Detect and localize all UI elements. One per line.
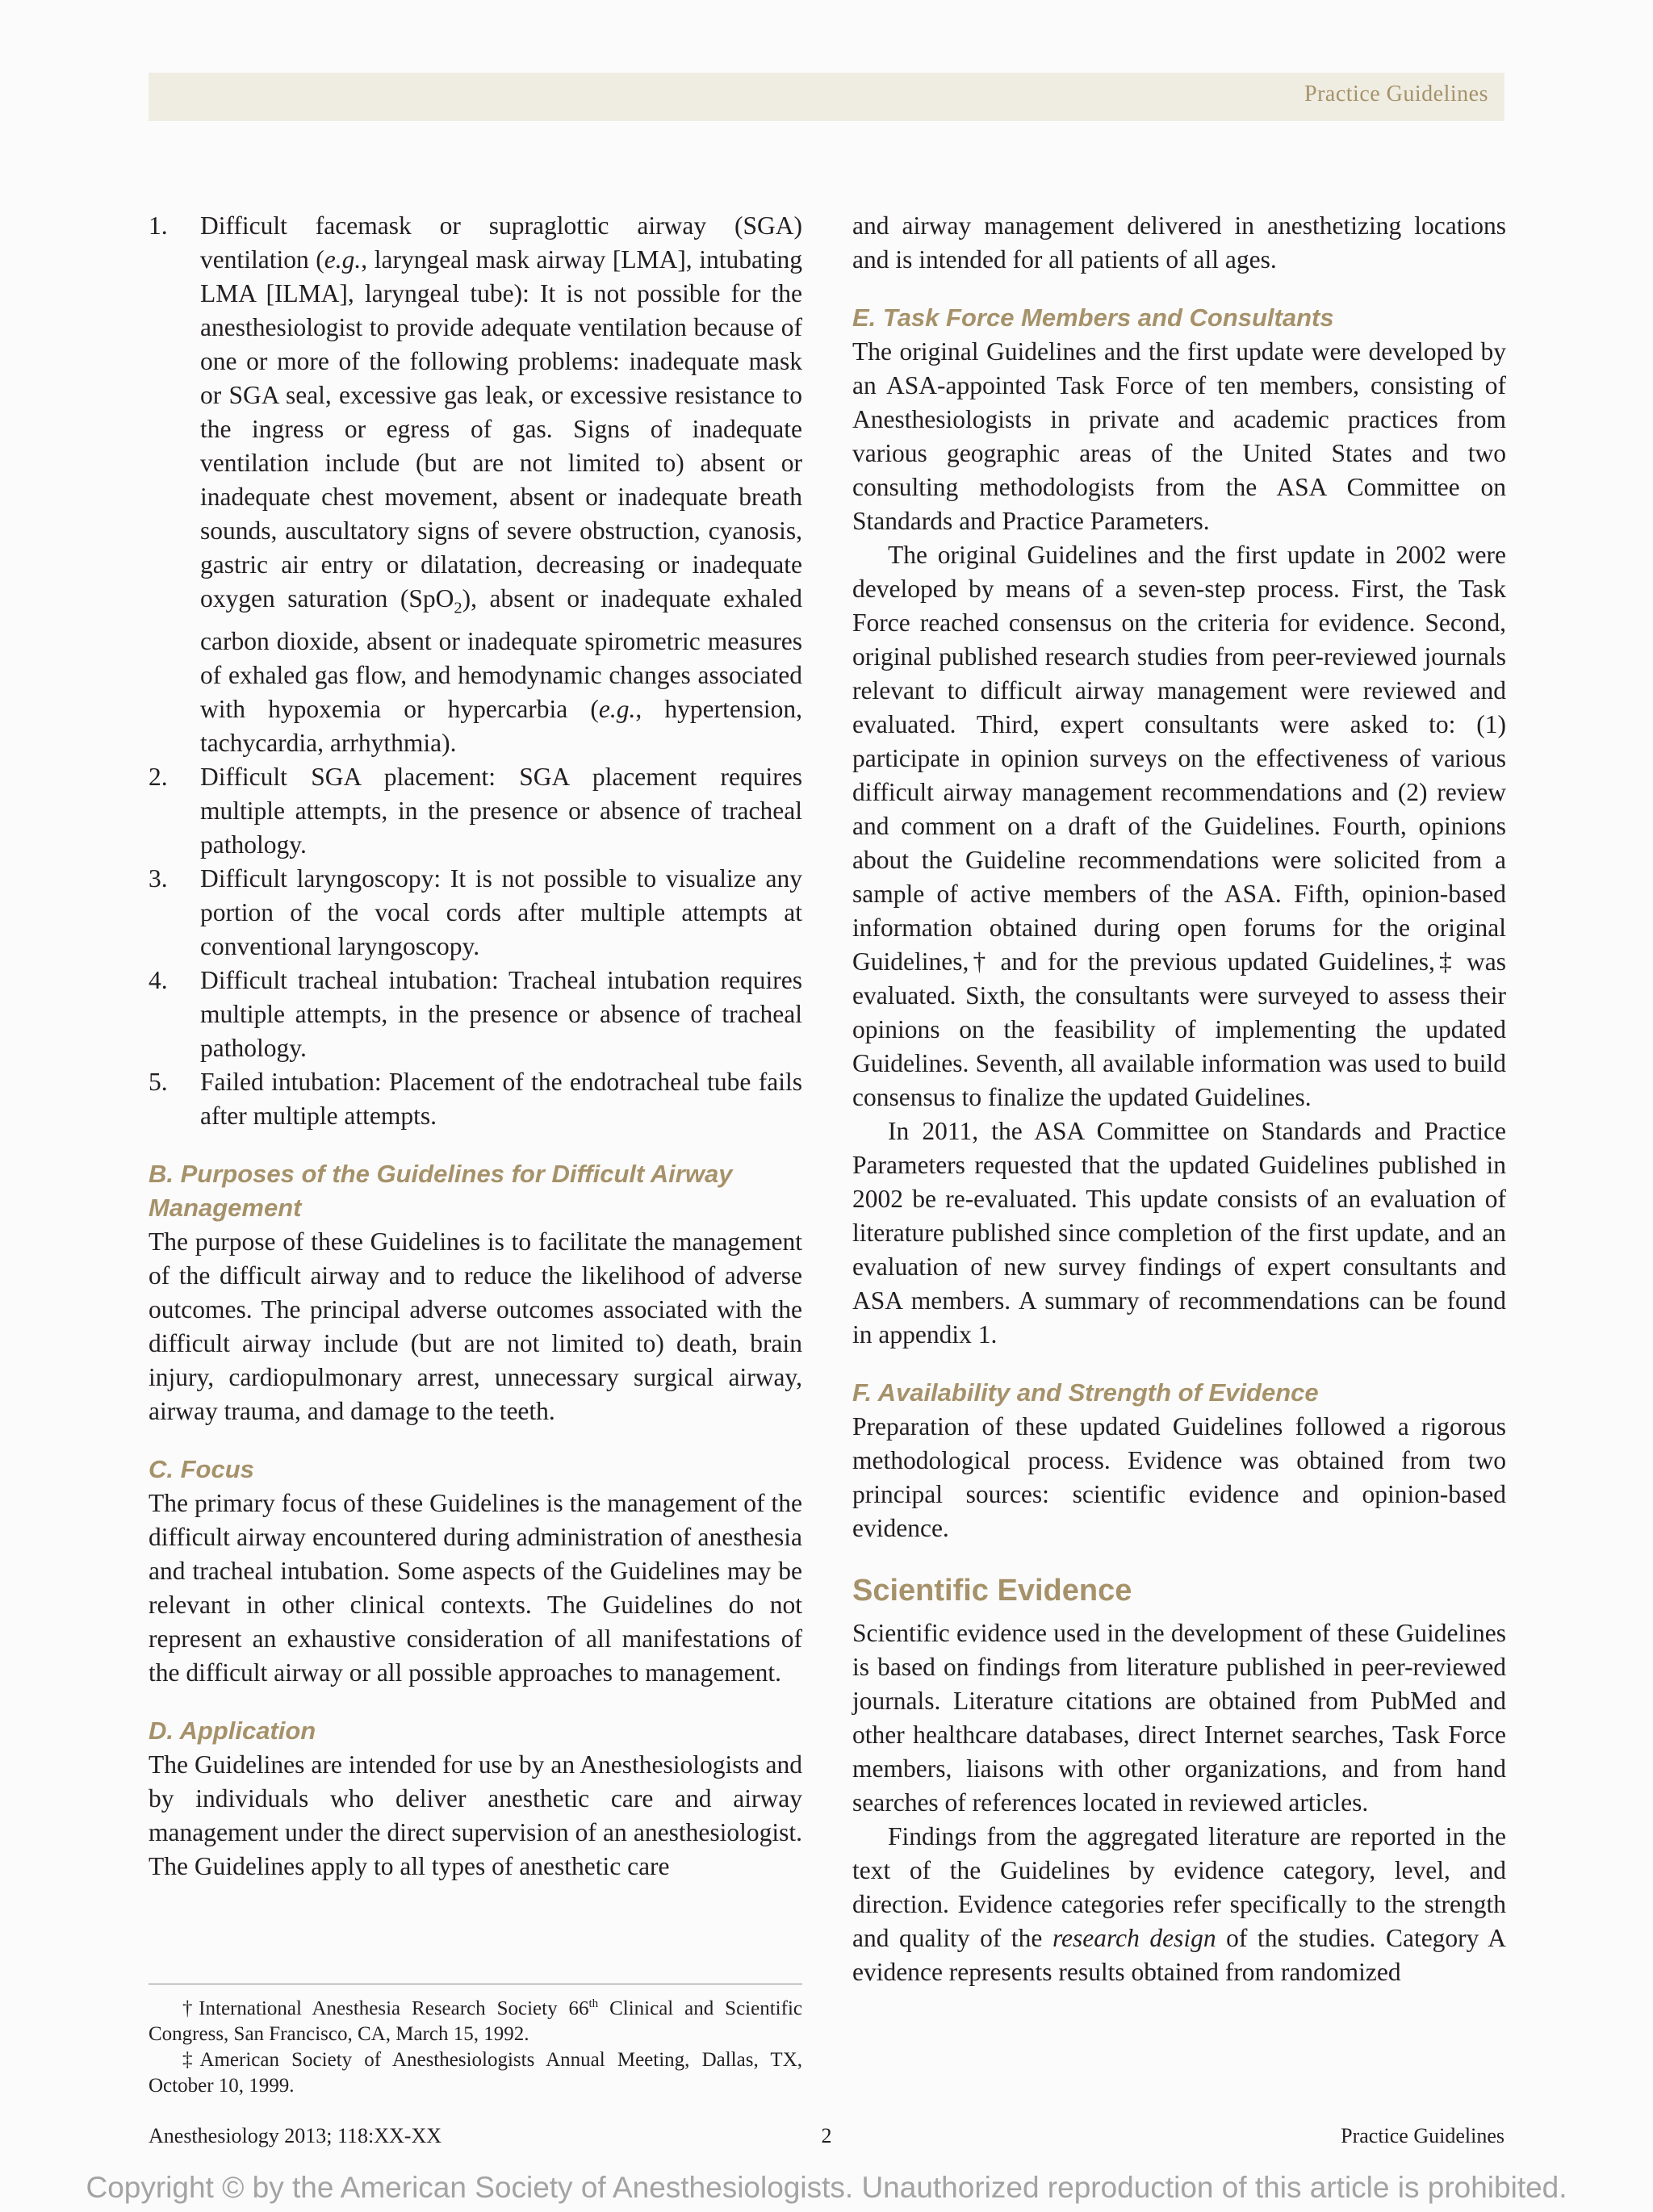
- list-item: [149, 964, 802, 1065]
- paragraph-text: of the studies. Category A evidence represents results obtained from randomized: [852, 1924, 1506, 1986]
- list-text: Difficult SGA placement: SGA placement requires multiple attempts, in the presence or absence of tracheal pathology.: [200, 763, 802, 859]
- list-text: , laryngeal mask airway [LMA], intubating LMA [ILMA], laryngeal tube): It is not possible for the anesthesiologist to provide adequate ventilation because of one or more of the following problems: inadequate mask or SGA seal, excessive gas leak, or excessive resistance to the ingress or egress of gas. Signs of inadequate ventilation include (but are not limited to) absent or inadequate chest movement, absent or inadequate breath sounds, auscultatory signs of severe obstruction, cyanosis, gastric air entry or dilatation, decreasing or inadequate oxygen saturation (SpO: [200, 245, 802, 613]
- scientific-evidence-heading: Scientific Evidence: [852, 1574, 1132, 1608]
- footnotes: [149, 1984, 802, 2099]
- difficulty-definitions-list: [149, 209, 802, 1133]
- list-item: [149, 209, 802, 760]
- list-emphasis: e.g.: [324, 245, 362, 274]
- continued-text: and airway management delivered in anesthetizing locations and is intended for all patients of all ages.: [852, 211, 1506, 274]
- list-text: Difficult laryngoscopy: It is not possible to visualize any portion of the vocal cords after multiple attempts at conventional laryngoscopy.: [200, 864, 802, 961]
- footnote-text: †International Anesthesia Research Society 66: [182, 1997, 589, 2020]
- page-footer: [149, 2124, 1504, 2153]
- list-number: 2.: [149, 763, 168, 792]
- footnote-text: Clinical and Scientific Congress, San Francisco, CA, March 15, 1992.: [149, 1997, 802, 2046]
- section-e-paragraph-1: The original Guidelines and the first update were developed by an ASA-appointed Task Force of ten members, consisting of Anesthesiologists in private and academic practices from various geographic areas of the United States and two consulting methodologists from the ASA Committee on Standards and Practice Parameters.: [852, 337, 1506, 535]
- section-f-text: Preparation of these updated Guidelines followed a rigorous methodological process. Evidence was obtained from two principal sources: scientific evidence and opinion-based evidence.: [852, 1412, 1506, 1542]
- section-c-heading: C. Focus: [149, 1455, 254, 1484]
- list-text: ), absent or inadequate exhaled carbon dioxide, absent or inadequate spirometric measures of exhaled gas flow, and hemodynamic changes associated with hypoxemia or hypercarbia (: [200, 584, 802, 724]
- footnote-dagger: [149, 1991, 802, 2047]
- right-column: [852, 209, 1506, 1989]
- list-text: Difficult tracheal intubation: Tracheal intubation requires multiple attempts, in the presence or absence of tracheal pathology.: [200, 966, 802, 1063]
- list-item: [149, 1065, 802, 1133]
- list-number: 1.: [149, 211, 168, 240]
- section-c-text: The primary focus of these Guidelines is the management of the difficult airway encountered during administration of anesthesia and tracheal intubation. Some aspects of the Guidelines may be relevant in other clinical contexts. The Guidelines do not represent an exhaustive consideration of all manifestations of the difficult airway or all possible approaches to management.: [149, 1489, 802, 1687]
- copyright-notice: Copyright © by the American Society of Anesthesiologists. Unauthorized reproduction of this article is prohibited.: [86, 2171, 1567, 2204]
- list-text: Failed intubation: Placement of the endotracheal tube fails after multiple attempts.: [200, 1068, 802, 1131]
- emphasis: research design: [1052, 1924, 1216, 1952]
- scientific-evidence-paragraph-1: Scientific evidence used in the development of these Guidelines is based on findings from literature published in peer-reviewed journals. Literature citations are obtained from PubMed and other healthcare databases, direct Internet searches, Task Force members, liaisons with other organizations, and from hand searches of references located in reviewed articles.: [852, 1619, 1506, 1817]
- section-d-text: The Guidelines are intended for use by an Anesthesiologists and by individuals who deliver anesthetic care and airway management under the direct supervision of an anesthesiologist. The Guidelines apply to all types of anesthetic care: [149, 1750, 802, 1881]
- list-text: Difficult facemask or supraglottic airway (SGA) ventilation (: [200, 211, 802, 274]
- header-title: Practice Guidelines: [1304, 82, 1488, 107]
- section-f-heading: F. Availability and Strength of Evidence: [852, 1378, 1319, 1407]
- superscript: th: [588, 1997, 599, 2010]
- journal-citation: Anesthesiology 2013; 118:XX-XX: [149, 2124, 442, 2147]
- footer-section-title: Practice Guidelines: [1341, 2124, 1504, 2147]
- section-e-paragraph-3: In 2011, the ASA Committee on Standards and Practice Parameters requested that the updated Guidelines published in 2002 be re-evaluated. This update consists of an evaluation of literature published since completion of the first update, and an evaluation of new survey findings of expert consultants and ASA members. A summary of recommendations can be found in appendix 1.: [852, 1117, 1506, 1349]
- scientific-evidence-paragraph-2: [852, 1820, 1506, 1989]
- paragraph-text: Findings from the aggregated literature are reported in the text of the Guidelines by evidence category, level, and direction. Evidence categories refer specifically to the strength and quality of the: [852, 1822, 1506, 1952]
- footnote-double-dagger: ‡American Society of Anesthesiologists Annual Meeting, Dallas, TX, October 10, 1999.: [149, 2049, 802, 2097]
- section-d-heading: D. Application: [149, 1716, 316, 1746]
- section-e-paragraph-2: The original Guidelines and the first update in 2002 were developed by means of a seven-step process. First, the Task Force reached consensus on the criteria for evidence. Second, original published research studies from peer-reviewed journals relevant to difficult airway management were reviewed and evaluated. Third, expert consultants were asked to: (1) participate in opinion surveys on the effectiveness of various difficult airway management recommendations and (2) review and comment on a draft of the Guidelines. Fourth, opinions about the Guideline recommendations were solicited from a sample of active members of the ASA. Fifth, opinion-based information obtained during open forums for the original Guidelines,† and for the previous updated Guidelines,‡ was evaluated. Sixth, the consultants were surveyed to assess their opinions on the feasibility of implementing the updated Guidelines. Seventh, all available information was used to build consensus to finalize the updated Guidelines.: [852, 541, 1506, 1111]
- subscript: 2: [454, 599, 462, 617]
- running-header: [149, 73, 1504, 121]
- section-b-text: The purpose of these Guidelines is to facilitate the management of the difficult airway and to reduce the likelihood of adverse outcomes. The principal adverse outcomes associated with the difficult airway include (but are not limited to) death, brain injury, cardiopulmonary arrest, unnecessary surgical airway, airway trauma, and damage to the teeth.: [149, 1227, 802, 1426]
- list-number: 4.: [149, 966, 168, 995]
- section-e-heading: E. Task Force Members and Consultants: [852, 303, 1334, 332]
- list-item: [149, 760, 802, 862]
- list-number: 3.: [149, 864, 168, 893]
- list-emphasis: e.g.: [598, 695, 636, 724]
- list-item: [149, 862, 802, 964]
- section-b-heading: B. Purposes of the Guidelines for Difficult Airway Management: [149, 1160, 733, 1223]
- list-number: 5.: [149, 1068, 168, 1097]
- page-number: 2: [821, 2124, 832, 2147]
- left-column: [149, 209, 802, 1884]
- list-text: , hypertension, tachycardia, arrhythmia).: [200, 695, 802, 758]
